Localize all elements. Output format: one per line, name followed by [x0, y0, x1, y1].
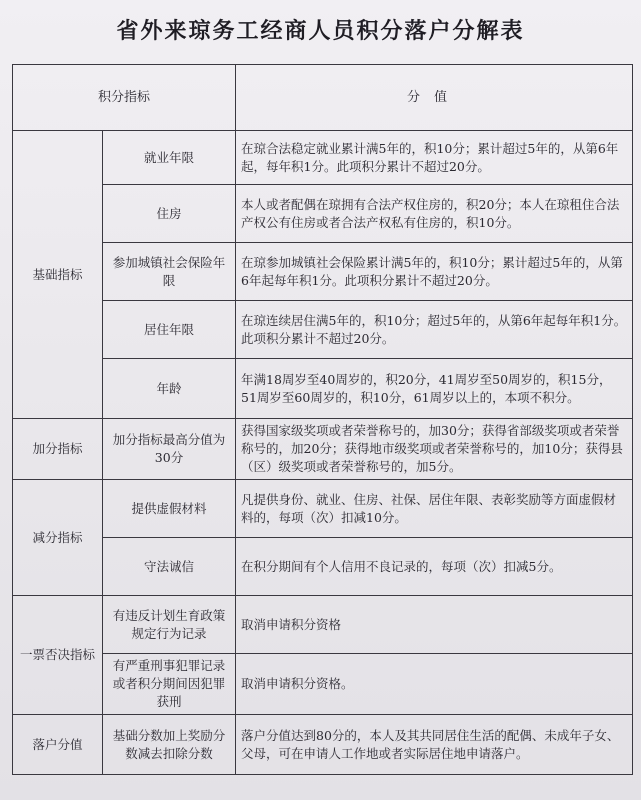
item-family-planning-value: 取消申请积分资格	[236, 596, 633, 654]
points-table	[12, 64, 633, 775]
item-integrity-value: 在积分期间有个人信用不良记录的，每项（次）扣减5分。	[236, 538, 633, 596]
item-housing: 住房	[103, 185, 236, 243]
item-residence-years: 居住年限	[103, 301, 236, 359]
category-deduction: 减分指标	[13, 480, 103, 596]
item-criminal-record-value: 取消申请积分资格。	[236, 654, 633, 715]
table-row	[13, 419, 633, 480]
table-row	[13, 538, 633, 596]
item-housing-value: 本人或者配偶在琼拥有合法产权住房的，积20分；本人在琼租住合法产权公有住房或者合法产权私有住房的，积10分。	[236, 185, 633, 243]
table-row	[13, 301, 633, 359]
item-false-materials-value: 凡提供身份、就业、住房、社保、居住年限、表彰奖励等方面虚假材料的，每项（次）扣减10分。	[236, 480, 633, 538]
item-false-materials: 提供虚假材料	[103, 480, 236, 538]
item-age: 年龄	[103, 359, 236, 419]
header-indicator: 积分指标	[13, 65, 236, 131]
item-residence-years-value: 在琼连续居住满5年的，积10分；超过5年的，从第6年起每年积1分。此项积分累计不超过20分。	[236, 301, 633, 359]
item-age-value: 年满18周岁至40周岁的，积20分，41周岁至50周岁的，积15分，51周岁至60周岁的，积10分，61周岁以上的，本项不积分。	[236, 359, 633, 419]
page-title: 省外来琼务工经商人员积分落户分解表	[116, 18, 525, 44]
table-row	[13, 596, 633, 654]
item-employment-years-value: 在琼合法稳定就业累计满5年的，积10分；累计超过5年的，从第6年起，每年积1分。此项积分累计不超过20分。	[236, 131, 633, 185]
table-header-row	[13, 65, 633, 131]
item-criminal-record: 有严重刑事犯罪记录或者积分期间因犯罪获刑	[103, 654, 236, 715]
header-score: 分值	[236, 65, 633, 131]
item-bonus-max-value: 获得国家级奖项或者荣誉称号的，加30分；获得省部级奖项或者荣誉称号的，加20分；获得地市级奖项或者荣誉称号的，加10分；获得县（区）级奖项或者荣誉称号的，加5分。	[236, 419, 633, 480]
item-employment-years: 就业年限	[103, 131, 236, 185]
item-social-insurance-value: 在琼参加城镇社会保险累计满5年的，积10分；累计超过5年的，从第6年起每年积1分。此项积分累计不超过20分。	[236, 243, 633, 301]
category-settlement: 落户分值	[13, 715, 103, 775]
item-integrity: 守法诚信	[103, 538, 236, 596]
category-bonus: 加分指标	[13, 419, 103, 480]
table-row	[13, 715, 633, 775]
category-basic: 基础指标	[13, 131, 103, 419]
item-family-planning: 有违反计划生育政策规定行为记录	[103, 596, 236, 654]
table-row	[13, 480, 633, 538]
item-social-insurance: 参加城镇社会保险年限	[103, 243, 236, 301]
category-veto: 一票否决指标	[13, 596, 103, 715]
item-bonus-max: 加分指标最高分值为30分	[103, 419, 236, 480]
table-row	[13, 654, 633, 715]
table-row	[13, 185, 633, 243]
item-settlement-formula-value: 落户分值达到80分的，本人及其共同居住生活的配偶、未成年子女、父母，可在申请人工作地或者实际居住地申请落户。	[236, 715, 633, 775]
item-settlement-formula: 基础分数加上奖励分数减去扣除分数	[103, 715, 236, 775]
table-row	[13, 131, 633, 185]
table-row	[13, 359, 633, 419]
table-row	[13, 243, 633, 301]
